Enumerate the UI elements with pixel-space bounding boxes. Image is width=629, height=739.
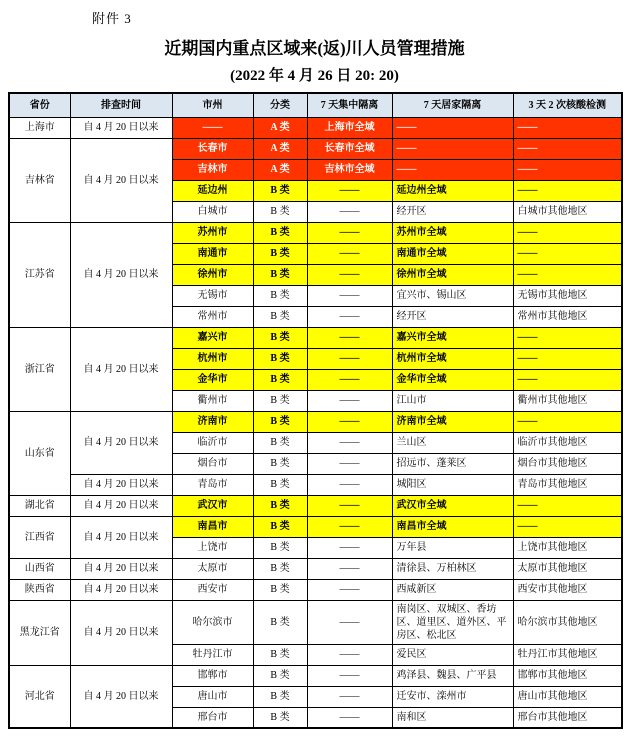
home-quarantine-cell: 苏州市全域 <box>392 222 513 243</box>
home-quarantine-cell: —— <box>392 138 513 159</box>
home-quarantine-cell: 经开区 <box>392 306 513 327</box>
home-quarantine-cell: 兰山区 <box>392 432 513 453</box>
category-cell: B 类 <box>253 665 307 686</box>
province-cell: 陕西省 <box>9 579 70 600</box>
nucleic-test-cell: 白城市其他地区 <box>513 201 622 222</box>
city-cell: 武汉市 <box>172 495 253 516</box>
nucleic-test-cell: —— <box>513 264 622 285</box>
city-cell: 唐山市 <box>172 686 253 707</box>
home-quarantine-cell: 南通市全域 <box>392 243 513 264</box>
category-cell: B 类 <box>253 369 307 390</box>
category-cell: A 类 <box>253 117 307 138</box>
screening-time-cell: 自 4 月 20 日以来 <box>70 474 172 495</box>
city-cell: 延边州 <box>172 180 253 201</box>
screening-time-cell: 自 4 月 20 日以来 <box>70 600 172 665</box>
home-quarantine-cell: 城阳区 <box>392 474 513 495</box>
home-quarantine-cell: 南昌市全域 <box>392 516 513 537</box>
category-cell: B 类 <box>253 579 307 600</box>
screening-time-cell: 自 4 月 20 日以来 <box>70 495 172 516</box>
home-quarantine-cell: 宜兴市、锡山区 <box>392 285 513 306</box>
table-row <box>9 411 622 432</box>
column-header: 7 天居家隔离 <box>392 93 513 117</box>
central-quarantine-cell: —— <box>307 474 392 495</box>
nucleic-test-cell: 哈尔滨市其他地区 <box>513 600 622 644</box>
city-cell: 南通市 <box>172 243 253 264</box>
central-quarantine-cell: —— <box>307 327 392 348</box>
home-quarantine-cell: —— <box>392 159 513 180</box>
category-cell: B 类 <box>253 453 307 474</box>
central-quarantine-cell: —— <box>307 644 392 665</box>
central-quarantine-cell: —— <box>307 707 392 728</box>
table-row <box>9 138 622 159</box>
category-cell: B 类 <box>253 516 307 537</box>
measures-table <box>8 92 623 729</box>
home-quarantine-cell: 南岗区、双城区、香坊区、道里区、道外区、平房区、松北区 <box>392 600 513 644</box>
category-cell: B 类 <box>253 644 307 665</box>
city-cell: 南昌市 <box>172 516 253 537</box>
column-header: 市州 <box>172 93 253 117</box>
nucleic-test-cell: —— <box>513 327 622 348</box>
central-quarantine-cell: —— <box>307 306 392 327</box>
central-quarantine-cell: —— <box>307 180 392 201</box>
table-body <box>9 117 622 728</box>
home-quarantine-cell: 嘉兴市全域 <box>392 327 513 348</box>
central-quarantine-cell: —— <box>307 495 392 516</box>
city-cell: 金华市 <box>172 369 253 390</box>
central-quarantine-cell: —— <box>307 453 392 474</box>
nucleic-test-cell: 牡丹江市其他地区 <box>513 644 622 665</box>
province-cell: 黑龙江省 <box>9 600 70 665</box>
nucleic-test-cell: 邢台市其他地区 <box>513 707 622 728</box>
attachment-label: 附件 3 <box>92 11 132 26</box>
province-cell: 吉林省 <box>9 138 70 222</box>
home-quarantine-cell: 西咸新区 <box>392 579 513 600</box>
central-quarantine-cell: —— <box>307 222 392 243</box>
city-cell: 常州市 <box>172 306 253 327</box>
page-subtitle: (2022 年 4 月 26 日 20: 20) <box>230 68 399 84</box>
column-header: 省份 <box>9 93 70 117</box>
central-quarantine-cell: —— <box>307 516 392 537</box>
central-quarantine-cell: —— <box>307 348 392 369</box>
table-row <box>9 222 622 243</box>
central-quarantine-cell: —— <box>307 686 392 707</box>
central-quarantine-cell: —— <box>307 243 392 264</box>
city-cell: 牡丹江市 <box>172 644 253 665</box>
table-header <box>9 93 622 117</box>
screening-time-cell: 自 4 月 20 日以来 <box>70 327 172 411</box>
category-cell: B 类 <box>253 432 307 453</box>
city-cell: 衢州市 <box>172 390 253 411</box>
home-quarantine-cell: 迁安市、滦州市 <box>392 686 513 707</box>
city-cell: —— <box>172 117 253 138</box>
nucleic-test-cell: 临沂市其他地区 <box>513 432 622 453</box>
city-cell: 嘉兴市 <box>172 327 253 348</box>
central-quarantine-cell: —— <box>307 390 392 411</box>
screening-time-cell: 自 4 月 20 日以来 <box>70 665 172 728</box>
category-cell: B 类 <box>253 390 307 411</box>
nucleic-test-cell: 无锡市其他地区 <box>513 285 622 306</box>
province-cell: 山东省 <box>9 411 70 495</box>
category-cell: A 类 <box>253 159 307 180</box>
category-cell: B 类 <box>253 222 307 243</box>
nucleic-test-cell: —— <box>513 243 622 264</box>
header-row <box>9 93 622 117</box>
category-cell: B 类 <box>253 306 307 327</box>
column-header: 3 天 2 次核酸检测 <box>513 93 622 117</box>
nucleic-test-cell: 上饶市其他地区 <box>513 537 622 558</box>
column-header: 分类 <box>253 93 307 117</box>
nucleic-test-cell: 衢州市其他地区 <box>513 390 622 411</box>
central-quarantine-cell: 长春市全域 <box>307 138 392 159</box>
home-quarantine-cell: 万年县 <box>392 537 513 558</box>
home-quarantine-cell: 清徐县、万柏林区 <box>392 558 513 579</box>
home-quarantine-cell: 金华市全域 <box>392 369 513 390</box>
nucleic-test-cell: —— <box>513 411 622 432</box>
category-cell: B 类 <box>253 411 307 432</box>
province-cell: 浙江省 <box>9 327 70 411</box>
city-cell: 烟台市 <box>172 453 253 474</box>
city-cell: 邯郸市 <box>172 665 253 686</box>
home-quarantine-cell: —— <box>392 117 513 138</box>
central-quarantine-cell: —— <box>307 285 392 306</box>
table-row <box>9 579 622 600</box>
city-cell: 无锡市 <box>172 285 253 306</box>
city-cell: 济南市 <box>172 411 253 432</box>
central-quarantine-cell: —— <box>307 411 392 432</box>
category-cell: B 类 <box>253 243 307 264</box>
city-cell: 徐州市 <box>172 264 253 285</box>
province-cell: 江西省 <box>9 516 70 558</box>
province-cell: 湖北省 <box>9 495 70 516</box>
city-cell: 太原市 <box>172 558 253 579</box>
category-cell: B 类 <box>253 264 307 285</box>
city-cell: 临沂市 <box>172 432 253 453</box>
category-cell: B 类 <box>253 348 307 369</box>
central-quarantine-cell: 吉林市全域 <box>307 159 392 180</box>
city-cell: 长春市 <box>172 138 253 159</box>
central-quarantine-cell: —— <box>307 537 392 558</box>
category-cell: B 类 <box>253 285 307 306</box>
central-quarantine-cell: —— <box>307 579 392 600</box>
category-cell: B 类 <box>253 558 307 579</box>
category-cell: B 类 <box>253 474 307 495</box>
nucleic-test-cell: —— <box>513 516 622 537</box>
screening-time-cell: 自 4 月 20 日以来 <box>70 411 172 474</box>
nucleic-test-cell: —— <box>513 222 622 243</box>
home-quarantine-cell: 经开区 <box>392 201 513 222</box>
city-cell: 白城市 <box>172 201 253 222</box>
province-cell: 江苏省 <box>9 222 70 327</box>
home-quarantine-cell: 徐州市全域 <box>392 264 513 285</box>
city-cell: 苏州市 <box>172 222 253 243</box>
city-cell: 杭州市 <box>172 348 253 369</box>
province-cell: 河北省 <box>9 665 70 728</box>
nucleic-test-cell: 常州市其他地区 <box>513 306 622 327</box>
table-row <box>9 516 622 537</box>
nucleic-test-cell: —— <box>513 159 622 180</box>
category-cell: B 类 <box>253 327 307 348</box>
category-cell: B 类 <box>253 537 307 558</box>
screening-time-cell: 自 4 月 20 日以来 <box>70 516 172 558</box>
screening-time-cell: 自 4 月 20 日以来 <box>70 558 172 579</box>
home-quarantine-cell: 招远市、蓬莱区 <box>392 453 513 474</box>
nucleic-test-cell: 唐山市其他地区 <box>513 686 622 707</box>
city-cell: 上饶市 <box>172 537 253 558</box>
central-quarantine-cell: 上海市全域 <box>307 117 392 138</box>
city-cell: 邢台市 <box>172 707 253 728</box>
nucleic-test-cell: 烟台市其他地区 <box>513 453 622 474</box>
nucleic-test-cell: —— <box>513 348 622 369</box>
table-row <box>9 558 622 579</box>
nucleic-test-cell: —— <box>513 138 622 159</box>
nucleic-test-cell: 青岛市其他地区 <box>513 474 622 495</box>
nucleic-test-cell: 西安市其他地区 <box>513 579 622 600</box>
central-quarantine-cell: —— <box>307 558 392 579</box>
screening-time-cell: 自 4 月 20 日以来 <box>70 222 172 327</box>
city-cell: 哈尔滨市 <box>172 600 253 644</box>
table-row <box>9 474 622 495</box>
nucleic-test-cell: —— <box>513 495 622 516</box>
nucleic-test-cell: —— <box>513 117 622 138</box>
table-row <box>9 117 622 138</box>
column-header: 7 天集中隔离 <box>307 93 392 117</box>
home-quarantine-cell: 爱民区 <box>392 644 513 665</box>
table-row <box>9 600 622 644</box>
home-quarantine-cell: 武汉市全域 <box>392 495 513 516</box>
home-quarantine-cell: 鸡泽县、魏县、广平县 <box>392 665 513 686</box>
province-cell: 上海市 <box>9 117 70 138</box>
category-cell: B 类 <box>253 495 307 516</box>
central-quarantine-cell: —— <box>307 432 392 453</box>
city-cell: 青岛市 <box>172 474 253 495</box>
category-cell: B 类 <box>253 201 307 222</box>
nucleic-test-cell: 邯郸市其他地区 <box>513 665 622 686</box>
home-quarantine-cell: 延边州全域 <box>392 180 513 201</box>
nucleic-test-cell: 太原市其他地区 <box>513 558 622 579</box>
screening-time-cell: 自 4 月 20 日以来 <box>70 117 172 138</box>
central-quarantine-cell: —— <box>307 369 392 390</box>
nucleic-test-cell: —— <box>513 369 622 390</box>
table-row <box>9 495 622 516</box>
category-cell: A 类 <box>253 138 307 159</box>
central-quarantine-cell: —— <box>307 665 392 686</box>
table-row <box>9 665 622 686</box>
central-quarantine-cell: —— <box>307 264 392 285</box>
column-header: 排查时间 <box>70 93 172 117</box>
city-cell: 吉林市 <box>172 159 253 180</box>
central-quarantine-cell: —— <box>307 201 392 222</box>
category-cell: B 类 <box>253 180 307 201</box>
category-cell: B 类 <box>253 707 307 728</box>
home-quarantine-cell: 江山市 <box>392 390 513 411</box>
table-row <box>9 327 622 348</box>
category-cell: B 类 <box>253 686 307 707</box>
city-cell: 西安市 <box>172 579 253 600</box>
nucleic-test-cell: —— <box>513 180 622 201</box>
province-cell: 山西省 <box>9 558 70 579</box>
home-quarantine-cell: 杭州市全域 <box>392 348 513 369</box>
page-title: 近期国内重点区域来(返)川人员管理措施 <box>164 39 465 58</box>
category-cell: B 类 <box>253 600 307 644</box>
screening-time-cell: 自 4 月 20 日以来 <box>70 579 172 600</box>
screening-time-cell: 自 4 月 20 日以来 <box>70 138 172 222</box>
home-quarantine-cell: 南和区 <box>392 707 513 728</box>
document-page <box>0 8 629 739</box>
central-quarantine-cell: —— <box>307 600 392 644</box>
home-quarantine-cell: 济南市全域 <box>392 411 513 432</box>
